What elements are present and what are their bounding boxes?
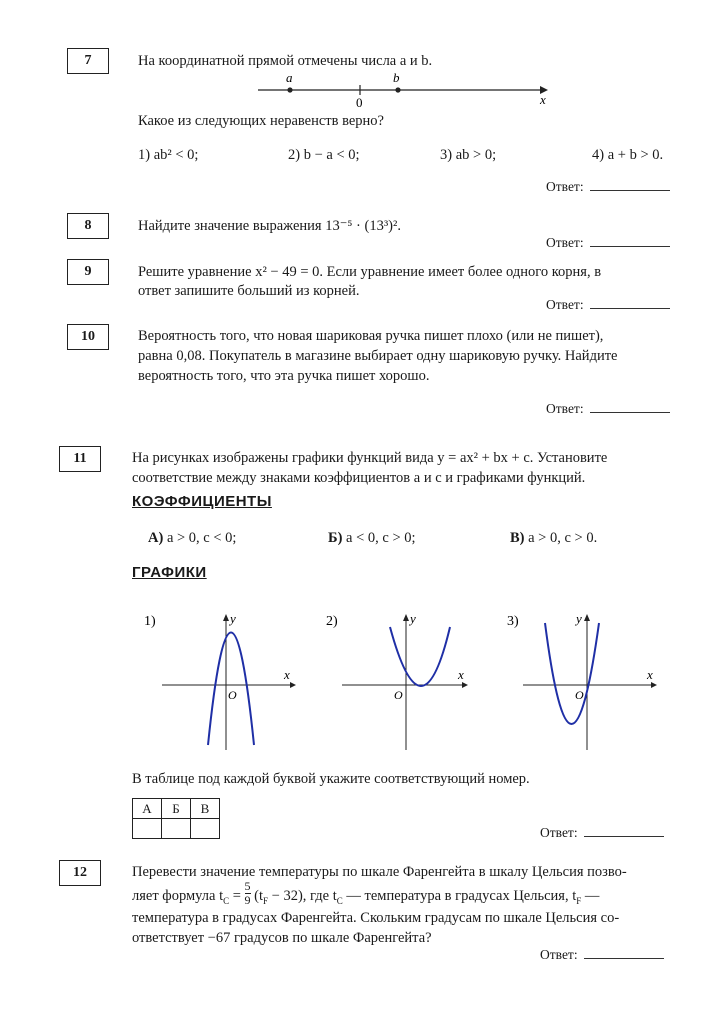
task-number-10: 10 (67, 324, 109, 350)
task12-answer[interactable]: Ответ: (540, 946, 664, 963)
label-b: b (393, 70, 400, 85)
task7-option-4: 4) a + b > 0. (592, 147, 664, 163)
task10-answer[interactable]: Ответ: (546, 400, 670, 417)
table-header-a: А (133, 799, 162, 819)
point-b (395, 87, 400, 92)
table-cell-v[interactable] (191, 819, 220, 839)
task12-line-1: Перевести значение температуры по шкале Фаренгейта в шкалу Цельсия позво- (132, 864, 627, 880)
graphs-header: ГРАФИКИ (132, 564, 207, 581)
parabola-2 (390, 627, 450, 686)
task-number-9: 9 (67, 259, 109, 285)
label-zero: 0 (356, 95, 363, 110)
task7-question: Какое из следующих неравенств верно? (138, 113, 384, 129)
graph-1-label: 1) (144, 614, 156, 629)
task9-answer[interactable]: Ответ: (546, 296, 670, 313)
task10-text-2: равна 0,08. Покупатель в магазине выбирает одну шариковую ручку. Найдите (138, 348, 618, 364)
task7-answer[interactable]: Ответ: (546, 178, 670, 195)
table-header-v: В (191, 799, 220, 819)
point-a (287, 87, 292, 92)
task7-option-3: 3) ab > 0; (440, 147, 497, 163)
number-line (250, 70, 560, 110)
task-number-8: 8 (67, 213, 109, 239)
svg-text:y: y (410, 611, 416, 626)
label-a: a (286, 70, 293, 85)
coef-a: А) a > 0, c < 0; (148, 530, 237, 546)
task9-text-1: Решите уравнение x² − 49 = 0. Если уравнение имеет более одного корня, в (138, 264, 602, 280)
table-instruction: В таблице под каждой буквой укажите соответствующий номер. (132, 771, 530, 787)
table-cell-a[interactable] (133, 819, 162, 839)
task-number-7: 7 (67, 48, 109, 74)
svg-text:y: y (576, 611, 582, 626)
coef-v: В) a > 0, c > 0. (510, 530, 598, 546)
task10-text-1: Вероятность того, что новая шариковая ручка пишет плохо (или не пишет), (138, 328, 604, 344)
task11-text-2: соответствие между знаками коэффициентов a и c и графиками функций. (132, 470, 586, 486)
svg-text:O: O (575, 688, 584, 702)
task-number-12: 12 (59, 860, 101, 886)
svg-text:x: x (647, 667, 653, 682)
svg-text:x: x (284, 667, 290, 682)
svg-text:O: O (228, 688, 237, 702)
svg-text:y: y (230, 611, 236, 626)
answer-table[interactable] (132, 798, 220, 839)
svg-text:x: x (458, 667, 464, 682)
task11-text-1: На рисунках изображены графики функций вида y = ax² + bx + c. Установите (132, 450, 608, 466)
task12-line-2: ляет формула $t_C$ = $\frac{5}{9}$ $(t_F - 32)$, где $t_C$ — температура в градусах Цельсия, $t_F$ — (132, 879, 600, 908)
task-number-11: 11 (59, 446, 101, 472)
task10-text-3: вероятность того, что эта ручка пишет хорошо. (138, 368, 430, 384)
label-x: x (540, 92, 546, 107)
task7-option-2: 2) b − a < 0; (288, 147, 360, 163)
graph-3 (503, 605, 663, 755)
graph-3-label: 3) (507, 614, 519, 629)
svg-text:O: O (394, 688, 403, 702)
parabola-3 (545, 623, 599, 724)
graph-2-label: 2) (326, 614, 338, 629)
task11-answer[interactable]: Ответ: (540, 824, 664, 841)
coef-b: Б) a < 0, c > 0; (328, 530, 416, 546)
task9-text-2: ответ запишите больший из корней. (138, 283, 360, 299)
table-header-b: Б (162, 799, 191, 819)
coefficients-header: КОЭФФИЦИЕНТЫ (132, 493, 272, 510)
graph-1 (140, 605, 300, 755)
task8-text: Найдите значение выражения 13⁻⁵ · (13³)². (138, 218, 401, 234)
task7-intro: На координатной прямой отмечены числа a и b. (138, 53, 433, 69)
task12-line-3: температура в градусах Фаренгейта. Скольким градусам по шкале Цельсия со- (132, 910, 620, 926)
task7-option-1: 1) ab² < 0; (138, 147, 199, 163)
graph-2 (322, 605, 482, 755)
table-cell-b[interactable] (162, 819, 191, 839)
task12-line-4: ответствует −67 градусов по шкале Фаренгейта? (132, 930, 432, 946)
task8-answer[interactable]: Ответ: (546, 234, 670, 251)
